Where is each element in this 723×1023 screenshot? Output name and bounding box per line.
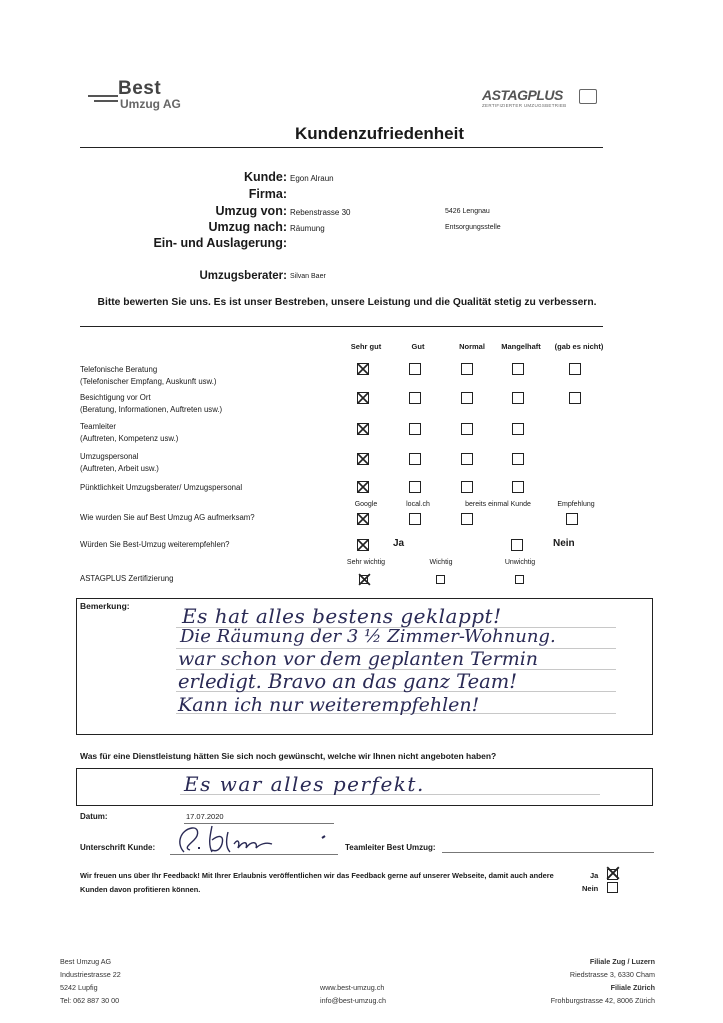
- umzug-von-street: Rebenstrasse 30: [290, 208, 351, 217]
- q2-gab-es-nicht-checkbox[interactable]: [569, 392, 581, 404]
- question-4-title: Umzugspersonal: [80, 452, 139, 461]
- check-x-icon: [606, 866, 620, 880]
- source-question: Wie wurden Sie auf Best Umzug AG aufmerksam?: [80, 513, 255, 522]
- q4-normal-checkbox[interactable]: [461, 453, 473, 465]
- check-x-icon: [357, 481, 369, 493]
- remarks-handwriting-2: Die Räumung der 3 ½ Zimmer-Wohnung.: [180, 626, 556, 647]
- recommend-question: Würden Sie Best-Umzug weiterempfehlen?: [80, 540, 230, 549]
- intro-underline: [80, 326, 603, 327]
- q3-sehr-gut-checkbox[interactable]: [357, 423, 369, 435]
- remarks-handwriting-3: war schon vor dem geplanten Termin: [178, 648, 539, 670]
- source-google-checkbox[interactable]: [357, 513, 369, 525]
- header-gab-es-nicht: (gab es nicht): [554, 342, 604, 351]
- astag-option-wichtig: Wichtig: [429, 559, 453, 566]
- page-title: Kundenzufriedenheit: [294, 124, 465, 143]
- lagerung-label: Ein- und Auslagerung:: [153, 236, 287, 250]
- source-option-kunde: bereits einmal Kunde: [465, 501, 531, 508]
- service-answer-handwriting: Es war alles perfekt.: [184, 772, 425, 796]
- source-localch-checkbox[interactable]: [409, 513, 421, 525]
- umzug-nach-street: Räumung: [290, 224, 325, 233]
- q5-normal-checkbox[interactable]: [461, 481, 473, 493]
- astag-wichtig-checkbox[interactable]: [436, 575, 445, 584]
- check-x-icon: [357, 363, 369, 375]
- unterschrift-label: Unterschrift Kunde:: [80, 843, 156, 852]
- q1-normal-checkbox[interactable]: [461, 363, 473, 375]
- umzugsberater-label: Umzugsberater:: [199, 270, 287, 282]
- question-3-sub: (Auftreten, Kompetenz usw.): [80, 434, 179, 443]
- consent-nein-label: Nein: [582, 884, 599, 893]
- teamleiter-label: Teamleiter Best Umzug:: [345, 843, 436, 852]
- remarks-handwriting-1: Es hat alles bestens geklappt!: [182, 604, 502, 628]
- q2-mangelhaft-checkbox[interactable]: [512, 392, 524, 404]
- company-city: 5242 Lupfig: [60, 983, 98, 992]
- branch-1-name: Filiale Zug / Luzern: [589, 957, 655, 966]
- q5-mangelhaft-checkbox[interactable]: [512, 481, 524, 493]
- branch-2-name: Filiale Zürich: [610, 983, 655, 992]
- astag-logo-icon: [579, 89, 597, 104]
- recommend-yes-checkbox[interactable]: [357, 539, 369, 551]
- q3-normal-checkbox[interactable]: [461, 423, 473, 435]
- question-4: [80, 451, 159, 475]
- logo-best-text: Best: [118, 78, 162, 99]
- company-name: Best Umzug AG: [60, 957, 112, 966]
- umzugsberater-value: Silvan Baer: [290, 273, 326, 280]
- source-option-localch: local.ch: [406, 501, 430, 508]
- q2-gut-checkbox[interactable]: [409, 392, 421, 404]
- logo-speed-lines: [88, 95, 118, 102]
- umzug-nach-city: Entsorgungsstelle: [445, 224, 501, 231]
- company-phone: Tel: 062 887 30 00: [60, 996, 120, 1005]
- recommend-no-checkbox[interactable]: [511, 539, 523, 551]
- check-x-icon: [357, 539, 369, 551]
- astag-plus-logo: [482, 87, 600, 113]
- q1-mangelhaft-checkbox[interactable]: [512, 363, 524, 375]
- q1-gab-es-nicht-checkbox[interactable]: [569, 363, 581, 375]
- question-2-title: Besichtigung vor Ort: [80, 393, 151, 402]
- question-5-title: Pünktlichkeit Umzugsberater/ Umzugspersonal: [80, 483, 243, 492]
- astag-option-sehr-wichtig: Sehr wichtig: [346, 559, 386, 566]
- remarks-handwriting-4: erledigt. Bravo an das ganz Team!: [178, 670, 518, 693]
- umzug-von-label: Umzug von:: [215, 204, 287, 218]
- service-question: Was für eine Dienstleistung hätten Sie sich noch gewünscht, welche wir Ihnen nicht angeboten haben?: [80, 751, 497, 761]
- question-5: [80, 482, 242, 494]
- title-underline: [80, 147, 603, 148]
- company-contact: [320, 981, 386, 1007]
- kunde-label: Kunde:: [243, 170, 287, 184]
- source-empfehlung-checkbox[interactable]: [566, 513, 578, 525]
- source-option-empfehlung: Empfehlung: [557, 501, 595, 508]
- q4-mangelhaft-checkbox[interactable]: [512, 453, 524, 465]
- company-branches: [551, 955, 655, 1007]
- remarks-handwriting-5: Kann ich nur weiterempfehlen!: [178, 694, 480, 716]
- umzug-von-city: 5426 Lengnau: [445, 208, 490, 215]
- firma-label: Firma:: [248, 187, 287, 201]
- question-2-sub: (Beratung, Informationen, Auftreten usw.): [80, 405, 223, 414]
- check-x-icon: [357, 423, 369, 435]
- source-kunde-checkbox[interactable]: [461, 513, 473, 525]
- consent-nein-checkbox[interactable]: [607, 882, 618, 893]
- recommend-yes-label: Ja: [393, 538, 405, 549]
- q3-gut-checkbox[interactable]: [409, 423, 421, 435]
- question-1-title: Telefonische Beratung: [80, 365, 158, 374]
- q4-sehr-gut-checkbox[interactable]: [357, 453, 369, 465]
- header-normal: Normal: [459, 342, 485, 351]
- astag-question: ASTAGPLUS Zertifizierung: [80, 574, 174, 583]
- q4-gut-checkbox[interactable]: [409, 453, 421, 465]
- remarks-label: Bemerkung:: [80, 601, 130, 611]
- header-sehr-gut: Sehr gut: [350, 342, 382, 351]
- teamleiter-line: [442, 852, 654, 853]
- datum-value: 17.07.2020: [186, 812, 224, 821]
- header-mangelhaft: Mangelhaft: [501, 342, 541, 351]
- q3-mangelhaft-checkbox[interactable]: [512, 423, 524, 435]
- astag-option-unwichtig: Unwichtig: [504, 559, 536, 566]
- check-x-icon: [358, 573, 371, 586]
- q2-sehr-gut-checkbox[interactable]: [357, 392, 369, 404]
- datum-label: Datum:: [80, 812, 108, 821]
- company-street: Industriestrasse 22: [60, 970, 121, 979]
- consent-ja-checkbox[interactable]: [607, 869, 618, 880]
- q2-normal-checkbox[interactable]: [461, 392, 473, 404]
- question-3: [80, 421, 178, 445]
- best-umzug-logo: [88, 78, 198, 114]
- q5-gut-checkbox[interactable]: [409, 481, 421, 493]
- company-address: [60, 955, 121, 1007]
- astag-logo-subtitle: ZERTIFIZIERTER UMZUGSBETRIEB: [482, 103, 567, 108]
- astag-logo-text: ASTAGPLUS: [482, 87, 563, 103]
- astag-sehr-wichtig-checkbox[interactable]: [359, 575, 368, 584]
- kunde-value: Egon Alraun: [290, 174, 334, 183]
- source-option-google: Google: [354, 501, 378, 508]
- question-1: [80, 364, 217, 388]
- check-x-icon: [357, 513, 369, 525]
- consent-text: Wir freuen uns über Ihr Feedback! Mit Ihrer Erlaubnis veröffentlichen wir das Feedback gerne auf unserer Webseite, damit auch andere Kunden davon profitieren können.: [80, 871, 554, 894]
- company-email-link[interactable]: info@best-umzug.ch: [320, 996, 387, 1005]
- astag-unwichtig-checkbox[interactable]: [515, 575, 524, 584]
- branch-1-address: Riedstrasse 3, 6330 Cham: [569, 970, 655, 979]
- q1-sehr-gut-checkbox[interactable]: [357, 363, 369, 375]
- customer-signature: [172, 822, 342, 858]
- question-3-title: Teamleiter: [80, 422, 116, 431]
- q1-gut-checkbox[interactable]: [409, 363, 421, 375]
- umzug-nach-label: Umzug nach:: [208, 220, 287, 234]
- company-website-link[interactable]: www.best-umzug.ch: [320, 983, 385, 992]
- consent-ja-label: Ja: [590, 871, 599, 880]
- question-2: [80, 392, 222, 416]
- check-x-icon: [357, 453, 369, 465]
- question-1-sub: (Telefonischer Empfang, Auskunft usw.): [80, 377, 217, 386]
- branch-2-address: Frohburgstrasse 42, 8006 Zürich: [550, 996, 655, 1005]
- q5-sehr-gut-checkbox[interactable]: [357, 481, 369, 493]
- question-4-sub: (Auftreten, Arbeit usw.): [80, 464, 159, 473]
- intro-text: Bitte bewerten Sie uns. Es ist unser Bestreben, unsere Leistung und die Qualität stetig zu verbessern.: [97, 297, 597, 308]
- check-x-icon: [357, 392, 369, 404]
- header-gut: Gut: [411, 342, 425, 351]
- logo-umzug-text: Umzug AG: [120, 97, 181, 111]
- recommend-no-label: Nein: [553, 538, 575, 549]
